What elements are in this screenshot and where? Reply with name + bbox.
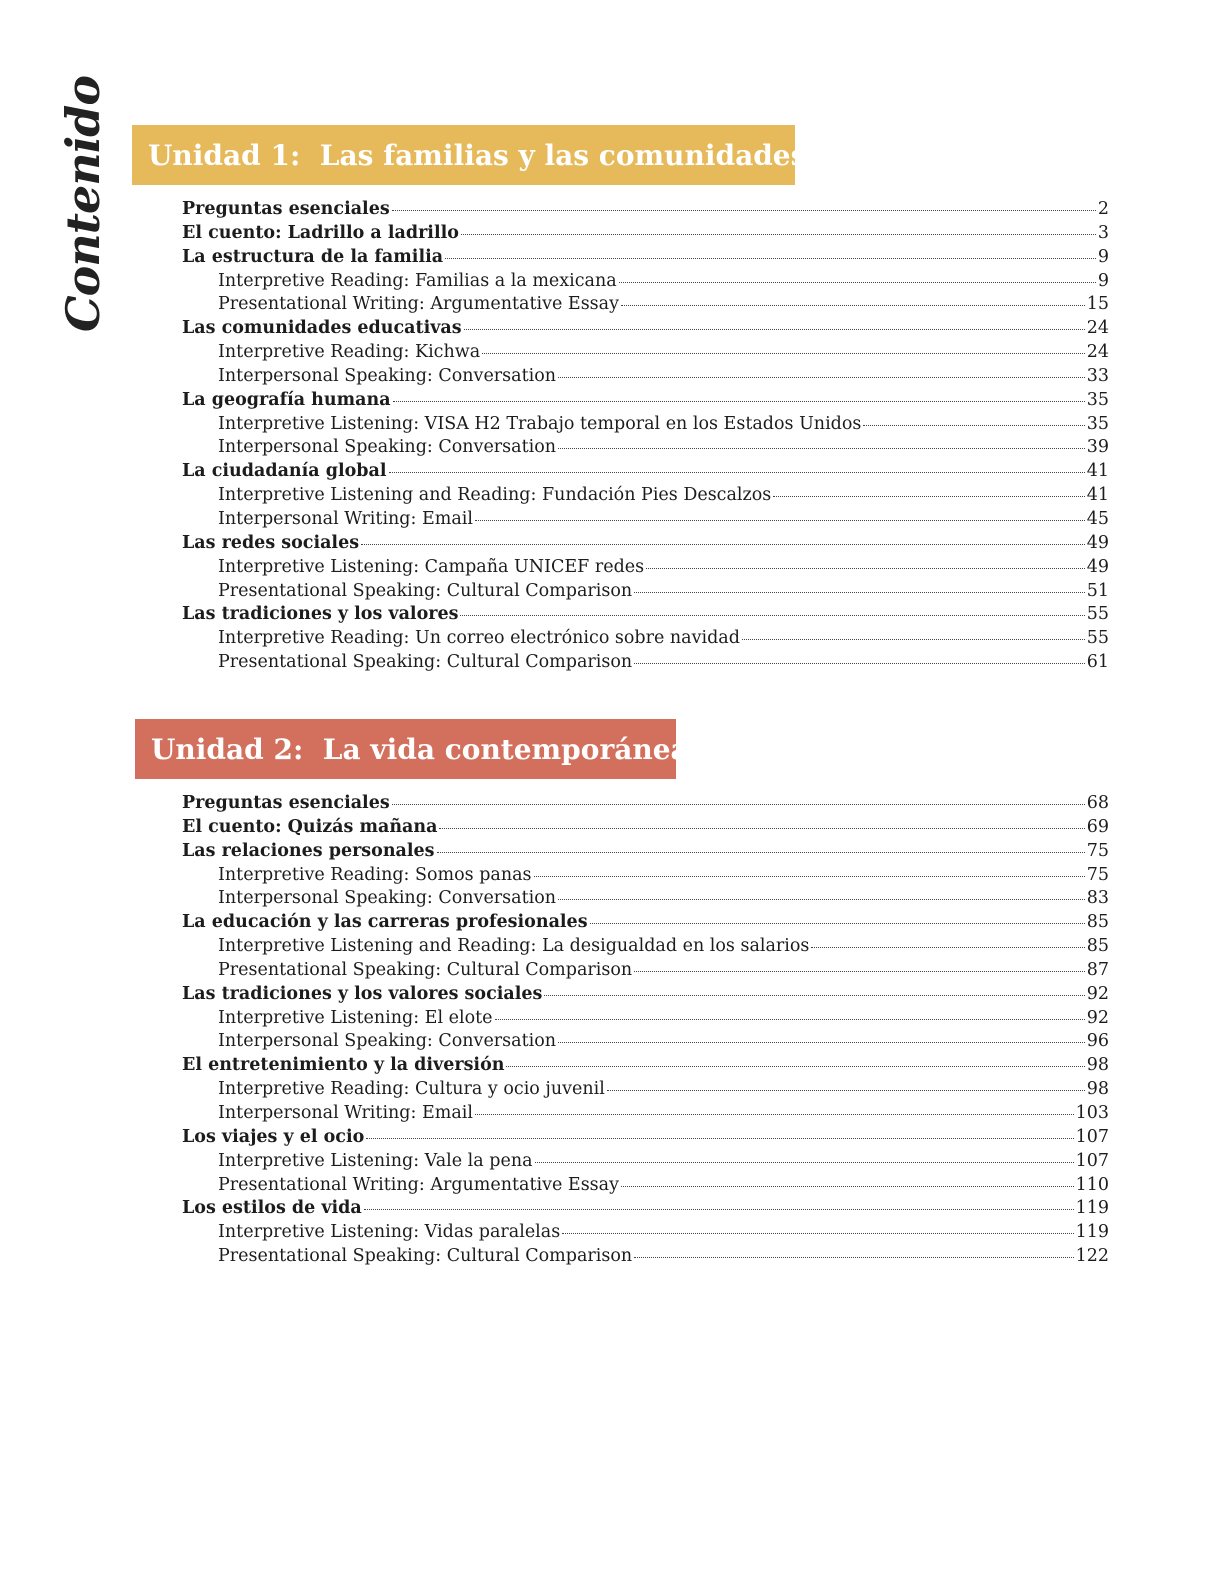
dot-leader: [506, 1066, 1084, 1067]
toc-entry: [182, 935, 1109, 959]
toc-entry-page: 85: [1086, 936, 1109, 957]
toc-entry: [182, 1221, 1109, 1245]
toc-entry-label: Presentational Writing: Argumentative Essay: [218, 1174, 619, 1195]
toc-entry-label: La geografía humana: [182, 389, 391, 410]
toc-entry-page: 107: [1075, 1126, 1109, 1147]
dot-leader: [535, 1162, 1074, 1163]
toc-entry: [182, 983, 1109, 1007]
toc-entry-label: Interpretive Reading: Familias a la mexicana: [218, 270, 617, 291]
unit-1-toc: [182, 198, 1109, 675]
dot-leader: [811, 947, 1084, 948]
dot-leader: [558, 899, 1085, 900]
toc-entry-page: 119: [1075, 1222, 1109, 1243]
toc-entry-label: Interpersonal Speaking: Conversation: [218, 888, 557, 909]
toc-entry-page: 9: [1097, 270, 1109, 291]
toc-entry-page: 39: [1086, 437, 1109, 458]
dot-leader: [607, 1090, 1085, 1091]
toc-entry-label: Los viajes y el ocio: [182, 1126, 365, 1147]
toc-entry: [182, 959, 1109, 983]
toc-entry: [182, 246, 1109, 270]
toc-entry: [182, 365, 1109, 389]
toc-entry: [182, 1174, 1109, 1198]
toc-entry-label: Interpretive Listening and Reading: Fundación Pies Descalzos: [218, 485, 772, 506]
toc-entry: [182, 1245, 1109, 1269]
toc-entry: [182, 222, 1109, 246]
toc-entry-label: Interpretive Listening: Vidas paralelas: [218, 1222, 561, 1243]
toc-entry-label: Interpretive Listening: Campaña UNICEF redes: [218, 556, 645, 577]
dot-leader: [621, 1186, 1074, 1187]
dot-leader: [460, 615, 1084, 616]
toc-entry-page: 85: [1086, 912, 1109, 933]
toc-entry-label: Interpersonal Speaking: Conversation: [218, 437, 557, 458]
toc-entry-label: La estructura de la familia: [182, 246, 444, 267]
toc-entry-label: Interpretive Reading: Somos panas: [218, 864, 532, 885]
toc-entry-page: 24: [1086, 342, 1109, 363]
toc-entry: [182, 1150, 1109, 1174]
dot-leader: [464, 329, 1085, 330]
toc-entry-page: 83: [1086, 888, 1109, 909]
toc-entry-page: 55: [1086, 628, 1109, 649]
toc-entry-page: 98: [1086, 1055, 1109, 1076]
unit-2-toc: [182, 792, 1109, 1269]
toc-entry-page: 41: [1086, 485, 1109, 506]
toc-entry-page: 75: [1086, 864, 1109, 885]
toc-entry-page: 33: [1086, 365, 1109, 386]
dot-leader: [461, 234, 1096, 235]
dot-leader: [621, 305, 1085, 306]
toc-entry: [182, 1007, 1109, 1031]
dot-leader: [634, 592, 1085, 593]
dot-leader: [558, 448, 1085, 449]
toc-entry-label: Preguntas esenciales: [182, 793, 390, 813]
dot-leader: [544, 995, 1084, 996]
toc-entry-page: 110: [1075, 1174, 1109, 1195]
toc-entry: [182, 651, 1109, 675]
toc-entry-page: 9: [1097, 246, 1109, 267]
toc-entry-page: 15: [1086, 294, 1109, 315]
toc-entry-label: Interpretive Reading: Cultura y ocio juvenil: [218, 1079, 605, 1100]
toc-entry-page: 61: [1086, 652, 1109, 673]
toc-entry: [182, 816, 1109, 840]
toc-entry-label: Las redes sociales: [182, 532, 360, 553]
toc-entry-label: Las tradiciones y los valores sociales: [182, 983, 543, 1004]
toc-entry: [182, 580, 1109, 604]
toc-entry-label: Interpersonal Writing: Email: [218, 508, 473, 529]
toc-entry-page: 51: [1086, 580, 1109, 601]
dot-leader: [558, 1042, 1085, 1043]
toc-entry: [182, 556, 1109, 580]
dot-leader: [393, 401, 1085, 402]
toc-entry-label: Presentational Speaking: Cultural Comparison: [218, 959, 633, 980]
toc-entry-page: 92: [1086, 1007, 1109, 1028]
dot-leader: [475, 1114, 1074, 1115]
dot-leader: [361, 544, 1085, 545]
toc-entry-page: 45: [1086, 508, 1109, 529]
toc-entry: [182, 864, 1109, 888]
toc-entry: [182, 389, 1109, 413]
toc-entry: [182, 627, 1109, 651]
toc-entry: [182, 1197, 1109, 1221]
dot-leader: [389, 472, 1085, 473]
toc-entry: [182, 484, 1109, 508]
dot-leader: [742, 639, 1085, 640]
dot-leader: [475, 520, 1085, 521]
dot-leader: [773, 496, 1084, 497]
dot-leader: [445, 258, 1096, 259]
toc-entry: [182, 198, 1109, 222]
toc-entry-label: Interpersonal Speaking: Conversation: [218, 365, 557, 386]
dot-leader: [590, 923, 1085, 924]
dot-leader: [392, 804, 1085, 805]
toc-entry-page: 55: [1086, 604, 1109, 625]
toc-entry: [182, 532, 1109, 556]
dot-leader: [558, 377, 1085, 378]
toc-entry-page: 75: [1086, 840, 1109, 861]
toc-entry-label: Interpretive Reading: Un correo electrónico sobre navidad: [218, 628, 740, 649]
toc-entry: [182, 1030, 1109, 1054]
dot-leader: [366, 1138, 1073, 1139]
toc-entry-page: 107: [1075, 1150, 1109, 1171]
toc-entry-label: Presentational Speaking: Cultural Comparison: [218, 652, 633, 673]
page-title: Contenido: [56, 75, 110, 332]
dot-leader: [634, 1257, 1073, 1258]
toc-entry-label: El cuento: Ladrillo a ladrillo: [182, 222, 459, 243]
toc-entry-label: Las relaciones personales: [182, 840, 435, 861]
toc-entry: [182, 911, 1109, 935]
toc-entry: [182, 460, 1109, 484]
toc-entry: [182, 270, 1109, 294]
toc-entry-label: Preguntas esenciales: [182, 199, 390, 219]
dot-leader: [439, 828, 1084, 829]
toc-entry-label: Presentational Speaking: Cultural Comparison: [218, 580, 633, 601]
dot-leader: [495, 1019, 1085, 1020]
toc-entry-page: 68: [1086, 793, 1109, 813]
toc-entry: [182, 413, 1109, 437]
toc-entry-page: 119: [1075, 1198, 1109, 1219]
toc-entry: [182, 1126, 1109, 1150]
toc-entry-page: 92: [1086, 983, 1109, 1004]
toc-entry-label: El entretenimiento y la diversión: [182, 1055, 505, 1076]
toc-entry-page: 35: [1086, 389, 1109, 410]
toc-entry-page: 98: [1086, 1079, 1109, 1100]
dot-leader: [634, 663, 1085, 664]
toc-entry: [182, 1078, 1109, 1102]
toc-entry-label: Presentational Writing: Argumentative Essay: [218, 294, 619, 315]
dot-leader: [437, 852, 1085, 853]
toc-entry: [182, 508, 1109, 532]
unit-1-banner: Unidad 1: Las familias y las comunidades: [132, 125, 795, 185]
toc-entry-label: El cuento: Quizás mañana: [182, 816, 438, 837]
toc-entry-label: Interpersonal Writing: Email: [218, 1102, 473, 1123]
toc-entry-label: Interpretive Listening: Vale la pena: [218, 1150, 533, 1171]
unit-2-banner: Unidad 2: La vida contemporánea: [135, 719, 676, 779]
toc-entry-page: 87: [1086, 959, 1109, 980]
toc-entry-label: Los estilos de vida: [182, 1198, 362, 1219]
toc-entry-label: Interpersonal Speaking: Conversation: [218, 1031, 557, 1052]
dot-leader: [646, 568, 1085, 569]
toc-entry: [182, 603, 1109, 627]
toc-entry: [182, 293, 1109, 317]
toc-entry-page: 122: [1075, 1246, 1109, 1267]
toc-entry-page: 96: [1086, 1031, 1109, 1052]
toc-entry-page: 49: [1086, 532, 1109, 553]
dot-leader: [863, 425, 1084, 426]
toc-entry-page: 24: [1086, 318, 1109, 339]
toc-entry-page: 69: [1086, 816, 1109, 837]
toc-entry-label: La ciudadanía global: [182, 461, 387, 482]
toc-entry: [182, 1102, 1109, 1126]
toc-entry-label: Interpretive Listening: El elote: [218, 1007, 493, 1028]
toc-entry-label: La educación y las carreras profesionales: [182, 912, 588, 933]
dot-leader: [392, 210, 1096, 211]
toc-entry: [182, 341, 1109, 365]
toc-entry: [182, 436, 1109, 460]
toc-entry-page: 103: [1075, 1102, 1109, 1123]
toc-entry-label: Las comunidades educativas: [182, 318, 462, 339]
toc-entry-label: Las tradiciones y los valores: [182, 604, 459, 625]
toc-entry-label: Interpretive Reading: Kichwa: [218, 342, 481, 363]
dot-leader: [634, 971, 1085, 972]
toc-entry: [182, 1054, 1109, 1078]
dot-leader: [364, 1209, 1074, 1210]
toc-entry-page: 2: [1097, 199, 1109, 219]
dot-leader: [534, 876, 1085, 877]
toc-entry-page: 49: [1086, 556, 1109, 577]
toc-entry-page: 35: [1086, 413, 1109, 434]
toc-entry-page: 41: [1086, 461, 1109, 482]
dot-leader: [482, 353, 1085, 354]
toc-entry: [182, 840, 1109, 864]
toc-entry: [182, 792, 1109, 816]
dot-leader: [619, 282, 1096, 283]
dot-leader: [562, 1233, 1073, 1234]
toc-entry-label: Presentational Speaking: Cultural Comparison: [218, 1246, 633, 1267]
toc-entry-label: Interpretive Listening: VISA H2 Trabajo temporal en los Estados Unidos: [218, 413, 862, 434]
toc-entry: [182, 317, 1109, 341]
toc-entry: [182, 887, 1109, 911]
toc-entry-page: 3: [1097, 222, 1109, 243]
toc-entry-label: Interpretive Listening and Reading: La desigualdad en los salarios: [218, 936, 810, 957]
